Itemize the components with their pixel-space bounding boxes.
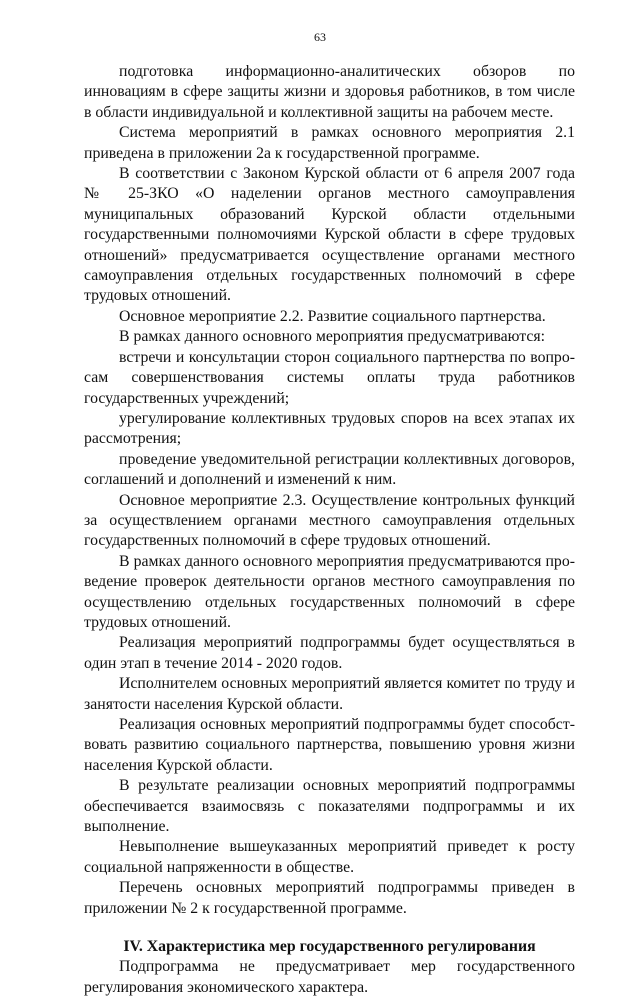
paragraph-14: В результате реализации основных мероприятий подпрограммы обеспечивается взаимосвязь с показателями подпрограммы и их выполнение. (84, 777, 575, 836)
paragraph-3: В соответствии с Законом Курской области от 6 апреля 2007 года № 25-ЗКО «О наделении органов местного самоуправления муниципальных образований Курской области отдельными государственными полномочиями Курской области в сфере трудовых отношений» предусматривается осуществление органами местного самоуправления отдельных государственных полномочий в сфере трудовых отношений. (84, 165, 575, 305)
paragraph-6: встречи и консультации сторон социального партнерства по вопросам совершенствования системы оплаты труда работников государственных учреждений; (84, 348, 575, 407)
paragraph-2: Система мероприятий в рамках основного мероприятия 2.1 приведена в приложении 2а к государственной программе. (84, 124, 575, 162)
final-paragraph: Подпрограмма не предусматривает мер государственного регулирования экономического характера. (84, 958, 575, 996)
paragraph-4: Основное мероприятие 2.2. Развитие социального партнерства. (119, 307, 546, 325)
page-number: 63 (314, 30, 326, 44)
paragraph-11: Реализация мероприятий подпрограммы будет осуществляться в один этап в течение 2014 - 2020 годов. (84, 634, 575, 672)
paragraph-15: Невыполнение вышеуказанных мероприятий приведет к росту социальной напряженности в обществе. (84, 838, 575, 876)
paragraph-10: В рамках данного основного мероприятия предусматриваются проведение проверок деятельности органов местного самоуправления по осуществлению отдельных государственных полномочий в сфере трудовых отношений. (84, 552, 575, 631)
paragraph-9: Основное мероприятие 2.3. Осуществление контрольных функций за осуществлением органами местного самоуправления отдельных государственных полномочий в сфере трудовых отношений. (84, 491, 575, 550)
paragraph-8: проведение уведомительной регистрации коллективных договоров, соглашений и дополнений и изменений к ним. (84, 450, 575, 489)
paragraph-12: Исполнителем основных мероприятий является комитет по труду и занятости населения Курской области. (84, 675, 575, 713)
paragraph-5: В рамках данного основного мероприятия предусматриваются: (119, 328, 545, 346)
paragraph-16: Перечень основных мероприятий подпрограммы приведен в приложении № 2 к государственной программе. (84, 879, 575, 917)
paragraph-1: подготовка информационно-аналитических обзоров по инновациям в сфере защиты жизни и здоровья работников, в том числе в области индивидуальной и коллективной защиты на рабочем месте. (84, 63, 575, 121)
section-heading: IV. Характеристика мер государственного регулирования (123, 938, 536, 956)
paragraph-13: Реализация основных мероприятий подпрограммы будет способствовать развитию социального партнерства, повышению уровня жизни населения Курской области. (84, 716, 575, 774)
paragraph-7: урегулирование коллективных трудовых споров на всех этапах их рассмотрения; (84, 409, 575, 448)
page-body (84, 62, 575, 998)
